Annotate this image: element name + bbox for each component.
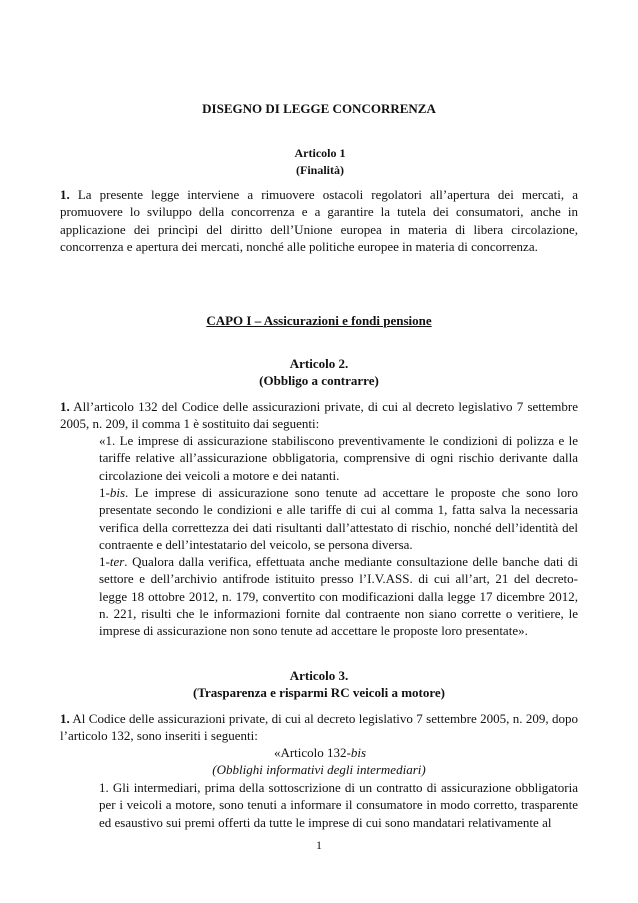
article-1-text: La presente legge interviene a rimuovere ostacoli regolatori all’apertura dei mercati, a promuovere lo sviluppo della concorrenza e a garantire la tutela dei consumatori, anche in applicazione dei princìpi del diritto dell’Unione europea in materia di libera circolazione, concorrenza e apertura dei mercati, nonché alle politiche europee in materia di concorrenza. [60, 187, 578, 254]
page-number: 1 [316, 838, 322, 852]
article-3-paragraph [60, 710, 578, 745]
article-132-bis-subtitle: (Obblighi informativi degli intermediari) [212, 762, 426, 777]
comma-1-ter-suffix: ter [109, 554, 125, 569]
comma-1-bis-text: . Le imprese di assicurazione sono tenute ad accettare le proposte che sono loro presentate secondo le condizioni e alle tariffe di cui al comma 1, fatta salva la necessaria verifica della correttezza dei dati risultanti dall’attestato di rischio, nonché dell’identità del contraente e dell’intestatario del veicolo, se persona diversa. [99, 485, 578, 552]
article-3-subtitle: (Trasparenza e risparmi RC veicoli a motore) [193, 685, 445, 700]
capo-heading: CAPO I – Assicurazioni e fondi pensione [206, 313, 432, 328]
article-2-heading: Articolo 2. [289, 356, 349, 371]
article-3-text: Al Codice delle assicurazioni private, di cui al decreto legislativo 7 settembre 2005, n. 209, dopo l’articolo 132, sono inseriti i seguenti: [60, 711, 578, 744]
article-1-paragraph [60, 186, 578, 255]
article-1-number: 1. [60, 187, 70, 202]
article-2-comma-1-bis [99, 484, 578, 553]
comma-1-ter-number: 1- [99, 554, 110, 569]
article-132-bis-comma-1: 1. Gli intermediari, prima della sottoscrizione di un contratto di assicurazione obbligatoria per i veicoli a motore, sono tenuti a informare il consumatore in modo corretto, trasparente ed esaustivo sui premi offerti da tutte le imprese di cui sono mandatari relativamente al [99, 780, 578, 830]
article-3-heading: Articolo 3. [289, 668, 349, 683]
article-1-subtitle: (Finalità) [296, 163, 344, 177]
document-title: DISEGNO DI LEGGE CONCORRENZA [202, 101, 436, 116]
article-2-text: All’articolo 132 del Codice delle assicurazioni private, di cui al decreto legislativo 7 settembre 2005, n. 209, il comma 1 è sostituito dai seguenti: [60, 399, 578, 432]
article-132-bis-suffix: bis [350, 745, 367, 760]
comma-1-bis-suffix: bis [109, 485, 126, 500]
article-3-number: 1. [60, 711, 70, 726]
article-2-comma-1-ter [99, 553, 578, 639]
comma-1-ter-text: . Qualora dalla verifica, effettuata anche mediante consultazione delle banche dati di settore e dell’archivio antifrode istituito presso l’I.V.ASS. di cui all’art, 21 del decreto-legge 18 ottobre 2012, n. 179, convertito con modificazioni dalla legge 17 dicembre 2012, n. 221, risulti che le informazioni fornite dal contraente non siano corrette o veritiere, le imprese di assicurazione non sono tenute ad accettare le proposte loro presentate». [99, 554, 578, 639]
comma-1-bis-number: 1- [99, 485, 110, 500]
article-132-bis-prefix: «Articolo 132- [273, 745, 351, 760]
article-1-heading: Articolo 1 [294, 146, 346, 160]
article-2-subtitle: (Obbligo a contrarre) [259, 373, 379, 388]
article-2-comma-1: «1. Le imprese di assicurazione stabiliscono preventivamente le condizioni di polizza e le tariffe relative all’assicurazione obbligatoria, comprensive di ogni rischio derivante dalla circolazione dei veicoli a motore e dei natanti. [99, 433, 578, 483]
article-2-paragraph [60, 398, 578, 433]
article-2-number: 1. [60, 399, 70, 414]
article-132-bis-heading [1, 744, 638, 761]
